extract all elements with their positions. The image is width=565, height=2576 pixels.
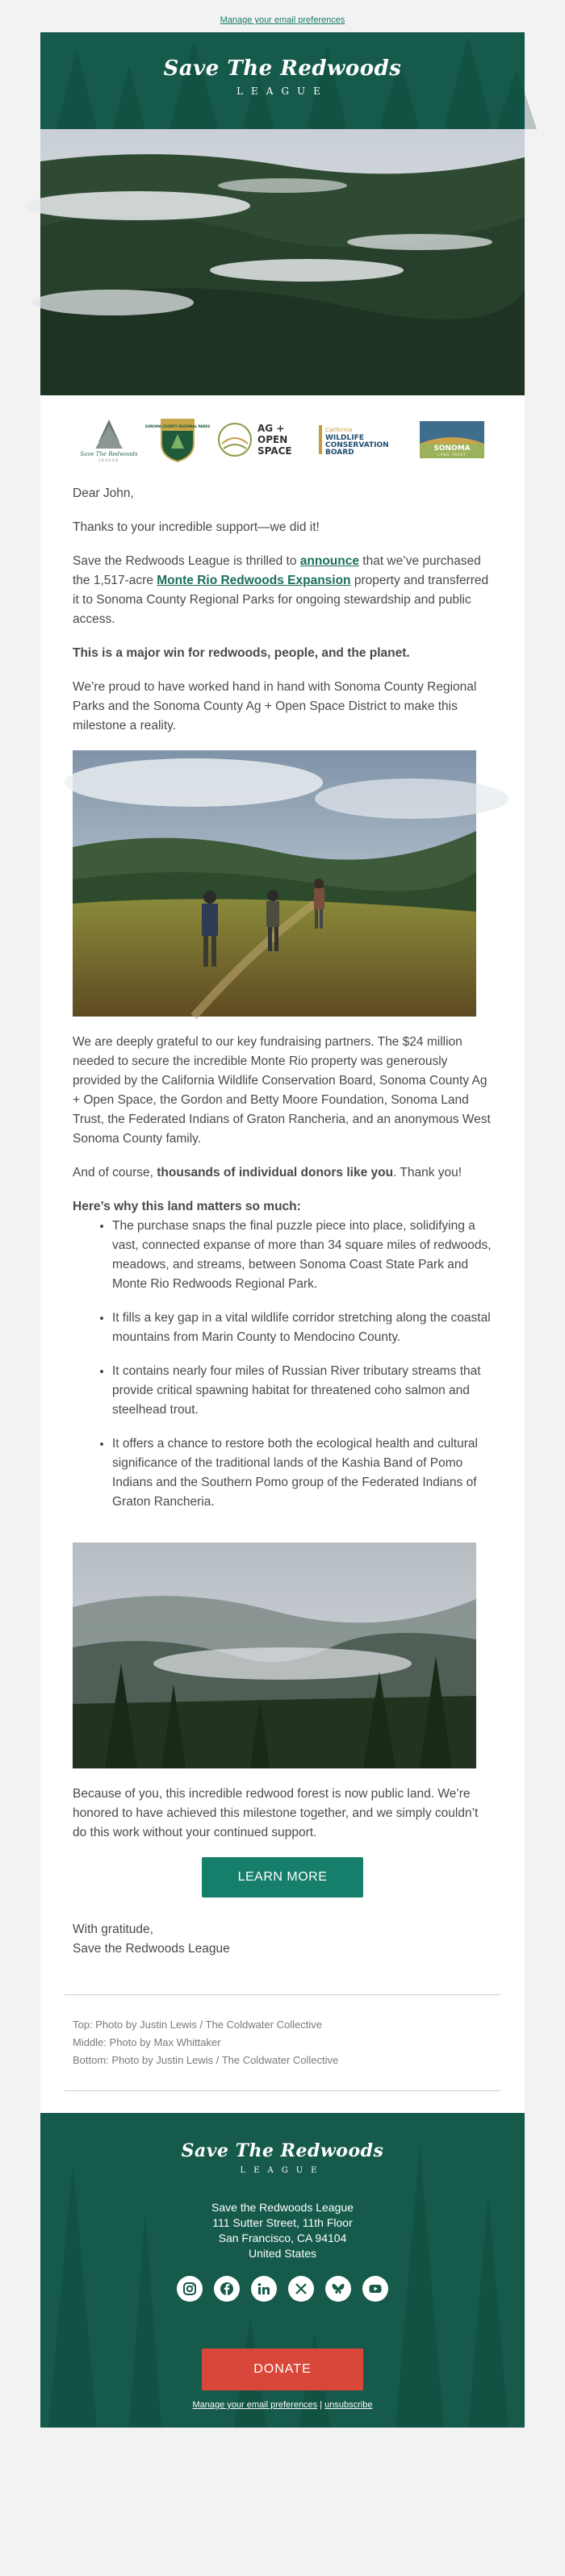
partner3-line2: OPEN — [257, 434, 288, 445]
announcement-text-a: Save the Redwoods League is thrilled to — [73, 554, 300, 568]
x-icon[interactable] — [288, 2276, 314, 2302]
credit-top: Top: Photo by Justin Lewis / The Coldwater Collective — [73, 2019, 323, 2031]
email-container — [40, 0, 525, 2428]
email-body — [40, 395, 525, 2113]
of-course-text-c: . Thank you! — [393, 1166, 462, 1179]
partner2-name: SONOMA COUNTY REGIONAL PARKS — [144, 424, 210, 428]
major-win-statement: This is a major win for redwoods, people, and the planet. — [73, 646, 410, 660]
partner-logo-sonoma-land-trust — [420, 421, 484, 458]
signoff-line1: With gratitude, — [73, 1923, 153, 1936]
because-paragraph: Because of you, this incredible redwood forest is now public land. We’re honored to have achieved this milestone together, and we simply couldn’t do this work without your continued support. — [73, 1787, 479, 1839]
footer — [40, 2113, 525, 2428]
facebook-icon[interactable] — [214, 2276, 240, 2302]
hero-forest-fog-photo[interactable] — [40, 129, 525, 395]
partner-logo-save-the-redwoods — [81, 418, 137, 462]
redwood-valley-photo[interactable] — [73, 1543, 476, 1768]
partner-logo-ag-open-space — [217, 418, 298, 461]
header-logo-title: Save The Redwoods — [163, 56, 402, 81]
greeting: Dear John, — [73, 486, 134, 500]
footer-logo[interactable] — [40, 2140, 525, 2175]
credit-middle: Middle: Photo by Max Whittaker — [73, 2036, 221, 2048]
footer-logo-title: Save The Redwoods — [181, 2140, 384, 2161]
announce-link[interactable]: announce — [299, 554, 359, 568]
instagram-icon[interactable] — [177, 2276, 203, 2302]
of-course-text-a: And of course, — [73, 1166, 157, 1179]
partner4-line1: California — [324, 427, 352, 433]
footer-separator: | — [317, 2400, 325, 2410]
thanks-line: Thanks to your incredible support—we did it! — [73, 520, 320, 534]
top-preferences-bar — [40, 0, 525, 32]
partner5-line1: SONOMA — [433, 445, 471, 453]
footer-logo-subtitle: LEAGUE — [240, 2166, 325, 2175]
header-logo[interactable] — [40, 56, 525, 97]
manage-preferences-link-footer[interactable]: Manage your email preferences — [192, 2400, 318, 2410]
partner-logo-wildlife-conservation-board — [319, 420, 400, 459]
partner1-sub: LEAGUE — [98, 457, 119, 462]
why-list — [73, 1217, 492, 1512]
redwood-tree-icon — [81, 418, 137, 462]
why-list-item: • It offers a chance to restore both the ecological health and cultural significance of the traditional lands of the Kashia Band of Pomo Indians and the Southern Pomo group of the Federated Indians of Graton Rancheria. — [112, 1434, 492, 1512]
footer-city: San Francisco, CA 94104 — [218, 2232, 347, 2244]
announcement-text-b: that we’ve purchased the 1,517-acre — [73, 554, 481, 587]
partner1-name: Save The Redwoods — [80, 450, 138, 457]
footer-address — [40, 2200, 525, 2261]
wcb-icon — [319, 420, 400, 459]
youtube-icon[interactable] — [362, 2276, 388, 2302]
footer-country: United States — [248, 2247, 317, 2260]
linkedin-icon[interactable] — [251, 2276, 277, 2302]
unsubscribe-link[interactable]: unsubscribe — [324, 2400, 373, 2410]
header-logo-subtitle: LEAGUE — [236, 86, 329, 97]
ag-open-space-icon — [217, 418, 298, 461]
shield-icon — [144, 416, 210, 463]
bluesky-icon[interactable] — [325, 2276, 351, 2302]
learn-more-button[interactable]: LEARN MORE — [202, 1857, 363, 1898]
partner5-line2: LAND TRUST — [437, 453, 467, 457]
donate-button[interactable]: DONATE — [202, 2348, 363, 2390]
of-course-bold: thousands of individual donors like you — [157, 1166, 394, 1179]
photo-credits — [65, 1994, 500, 2091]
why-list-item: • The purchase snaps the final puzzle piece into place, solidifying a vast, connected expanse of more than 34 square miles of redwoods, meadows, and streams, between Sonoma Coast State Park and Monte Rio Redwoods Regional Park. — [112, 1217, 492, 1294]
partner4-line3: CONSERVATION — [324, 441, 389, 449]
why-list-item: • It contains nearly four miles of Russian River tributary streams that provide critical spawning habitat for threatened coho salmon and steelhead trout. — [112, 1362, 492, 1420]
partner3-line3: SPACE — [257, 445, 292, 457]
partner-logo-sonoma-regional-parks — [144, 416, 210, 463]
footer-org: Save the Redwoods League — [211, 2201, 354, 2214]
partner-logos — [73, 395, 492, 484]
partner3-line1: AG + — [257, 423, 285, 434]
hikers-meadow-photo[interactable] — [73, 750, 476, 1017]
footer-street: 111 Sutter Street, 11th Floor — [212, 2216, 353, 2229]
announcement-paragraph — [73, 552, 492, 629]
why-heading: Here’s why this land matters so much: — [73, 1200, 301, 1213]
grateful-paragraph: We are deeply grateful to our key fundraising partners. The $24 million needed to secure the incredible Monte Rio property was generously provided by the California Wildlife Conservation Board, Sonoma County Ag + Open Space, the Gordon and Betty Moore Foundation, Sonoma Land Trust, the Federated Indians of Graton Rancheria, and an anonymous West Sonoma County family. — [73, 1035, 491, 1146]
monte-rio-expansion-link[interactable]: Monte Rio Redwoods Expansion — [157, 574, 351, 587]
land-trust-icon — [420, 421, 484, 458]
social-links — [40, 2276, 525, 2302]
partner4-line4: BOARD — [324, 449, 354, 457]
why-list-item: • It fills a key gap in a vital wildlife corridor stretching along the coastal mountains from Marin County to Mendocino County. — [112, 1309, 492, 1347]
proud-paragraph: We’re proud to have worked hand in hand with Sonoma County Regional Parks and the Sonoma County Ag + Open Space District to make this milestone a reality. — [73, 680, 477, 733]
of-course-paragraph — [73, 1163, 492, 1183]
footer-preferences — [40, 2400, 525, 2410]
signoff-line2: Save the Redwoods League — [73, 1942, 230, 1956]
partner4-line2: WILDLIFE — [324, 434, 364, 442]
manage-preferences-link-top[interactable]: Manage your email preferences — [220, 15, 345, 25]
announcement-text-c: property and transferred it to Sonoma County Regional Parks for ongoing stewardship and public access. — [73, 574, 489, 626]
header-banner — [40, 32, 525, 129]
credit-bottom: Bottom: Photo by Justin Lewis / The Coldwater Collective — [73, 2054, 339, 2066]
